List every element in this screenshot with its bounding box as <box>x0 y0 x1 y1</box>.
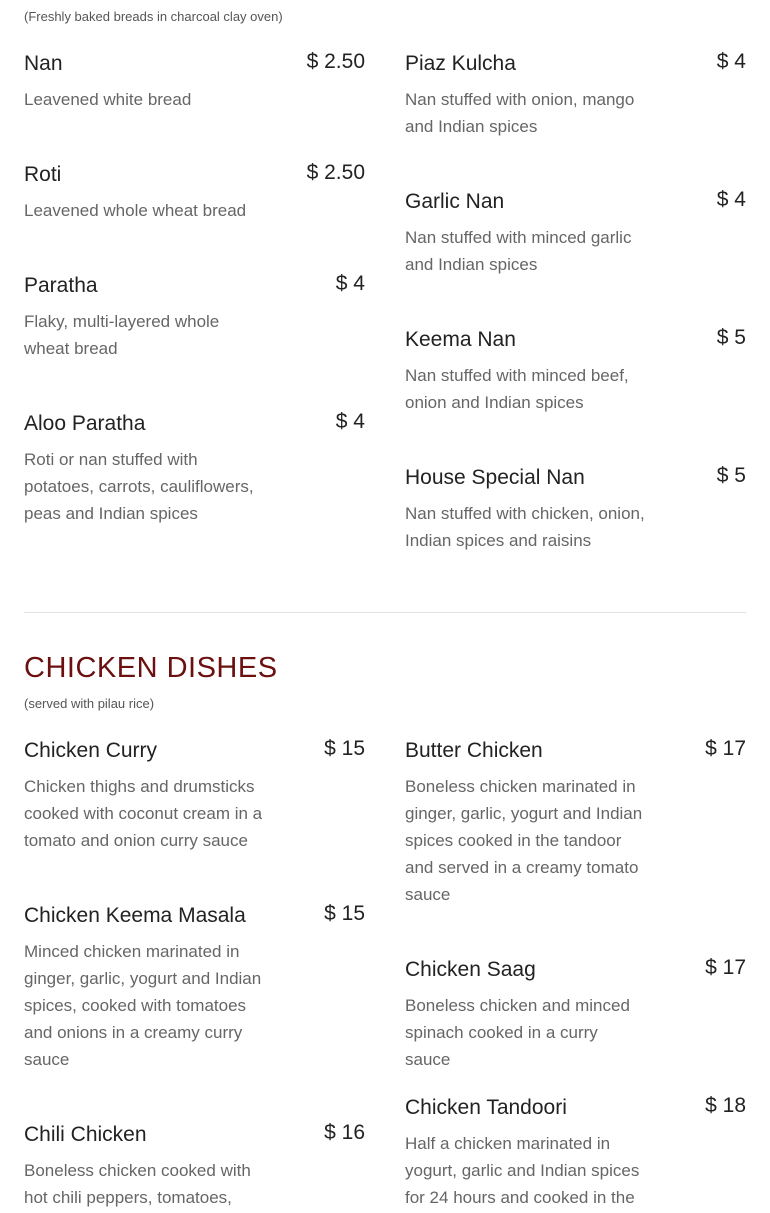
menu-item <box>405 466 746 554</box>
item-description: Boneless chicken and minced spinach cooked in a curry sauce <box>405 996 630 1069</box>
item-name: Butter Chicken <box>405 739 543 762</box>
item-price: $ 4 <box>335 410 365 433</box>
menu-item <box>24 163 365 224</box>
section-divider <box>24 612 746 613</box>
menu-item <box>24 739 365 854</box>
menu-item <box>24 1123 365 1211</box>
item-description: Boneless chicken cooked with hot chili peppers, tomatoes, <box>24 1161 251 1207</box>
item-price: $ 16 <box>324 1121 365 1144</box>
item-price: $ 4 <box>335 272 365 295</box>
menu-item <box>24 412 365 527</box>
item-description: Half a chicken marinated in yogurt, garlic and Indian spices for 24 hours and cooked in the <box>405 1134 640 1207</box>
menu-item <box>24 274 365 362</box>
item-price: $ 2.50 <box>306 161 365 184</box>
menu-item <box>405 52 746 140</box>
menu-item <box>24 904 365 1073</box>
item-name: Roti <box>24 163 62 186</box>
item-price: $ 5 <box>716 326 746 349</box>
item-name: Chicken Tandoori <box>405 1096 567 1119</box>
item-description: Leavened whole wheat bread <box>24 201 247 220</box>
menu-item <box>405 190 746 278</box>
item-description: Boneless chicken marinated in ginger, garlic, yogurt and Indian spices cooked in the tandoor and served in a creamy tomato sauce <box>405 777 643 904</box>
item-description: Nan stuffed with minced beef, onion and Indian spices <box>405 366 629 412</box>
menu-item <box>405 739 746 908</box>
item-price: $ 18 <box>705 1094 746 1117</box>
item-price: $ 5 <box>716 464 746 487</box>
item-name: Garlic Nan <box>405 190 505 213</box>
item-price: $ 2.50 <box>306 50 365 73</box>
item-name: Paratha <box>24 274 98 297</box>
item-name: Chicken Curry <box>24 739 158 762</box>
item-description: Nan stuffed with chicken, onion, Indian spices and raisins <box>405 504 645 550</box>
breads-subtitle: (Freshly baked breads in charcoal clay oven) <box>24 9 283 24</box>
item-price: $ 4 <box>716 188 746 211</box>
section-title: CHICKEN DISHES <box>24 652 278 684</box>
item-name: Aloo Paratha <box>24 412 146 435</box>
item-price: $ 15 <box>324 737 365 760</box>
item-description: Leavened white bread <box>24 90 192 109</box>
item-price: $ 17 <box>705 956 746 979</box>
item-name: Nan <box>24 52 63 75</box>
item-description: Flaky, multi-layered whole wheat bread <box>24 312 220 358</box>
item-name: Piaz Kulcha <box>405 52 516 75</box>
item-name: Keema Nan <box>405 328 516 351</box>
item-name: House Special Nan <box>405 466 585 489</box>
menu-item <box>24 52 365 113</box>
item-price: $ 17 <box>705 737 746 760</box>
menu-item <box>405 1096 746 1211</box>
item-price: $ 4 <box>716 50 746 73</box>
item-description: Nan stuffed with minced garlic and Indian spices <box>405 228 632 274</box>
item-name: Chicken Keema Masala <box>24 904 246 927</box>
item-name: Chicken Saag <box>405 958 536 981</box>
menu-item <box>405 958 746 1073</box>
item-description: Nan stuffed with onion, mango and Indian spices <box>405 90 635 136</box>
item-description: Roti or nan stuffed with potatoes, carrots, cauliflowers, peas and Indian spices <box>24 450 254 523</box>
item-description: Chicken thighs and drumsticks cooked with coconut cream in a tomato and onion curry sauce <box>24 777 263 850</box>
item-name: Chili Chicken <box>24 1123 147 1146</box>
menu-item <box>405 328 746 416</box>
chicken-subtitle: (served with pilau rice) <box>24 696 155 711</box>
item-price: $ 15 <box>324 902 365 925</box>
item-description: Minced chicken marinated in ginger, garlic, yogurt and Indian spices, cooked with tomatoes and onions in a creamy curry sauce <box>24 942 262 1069</box>
